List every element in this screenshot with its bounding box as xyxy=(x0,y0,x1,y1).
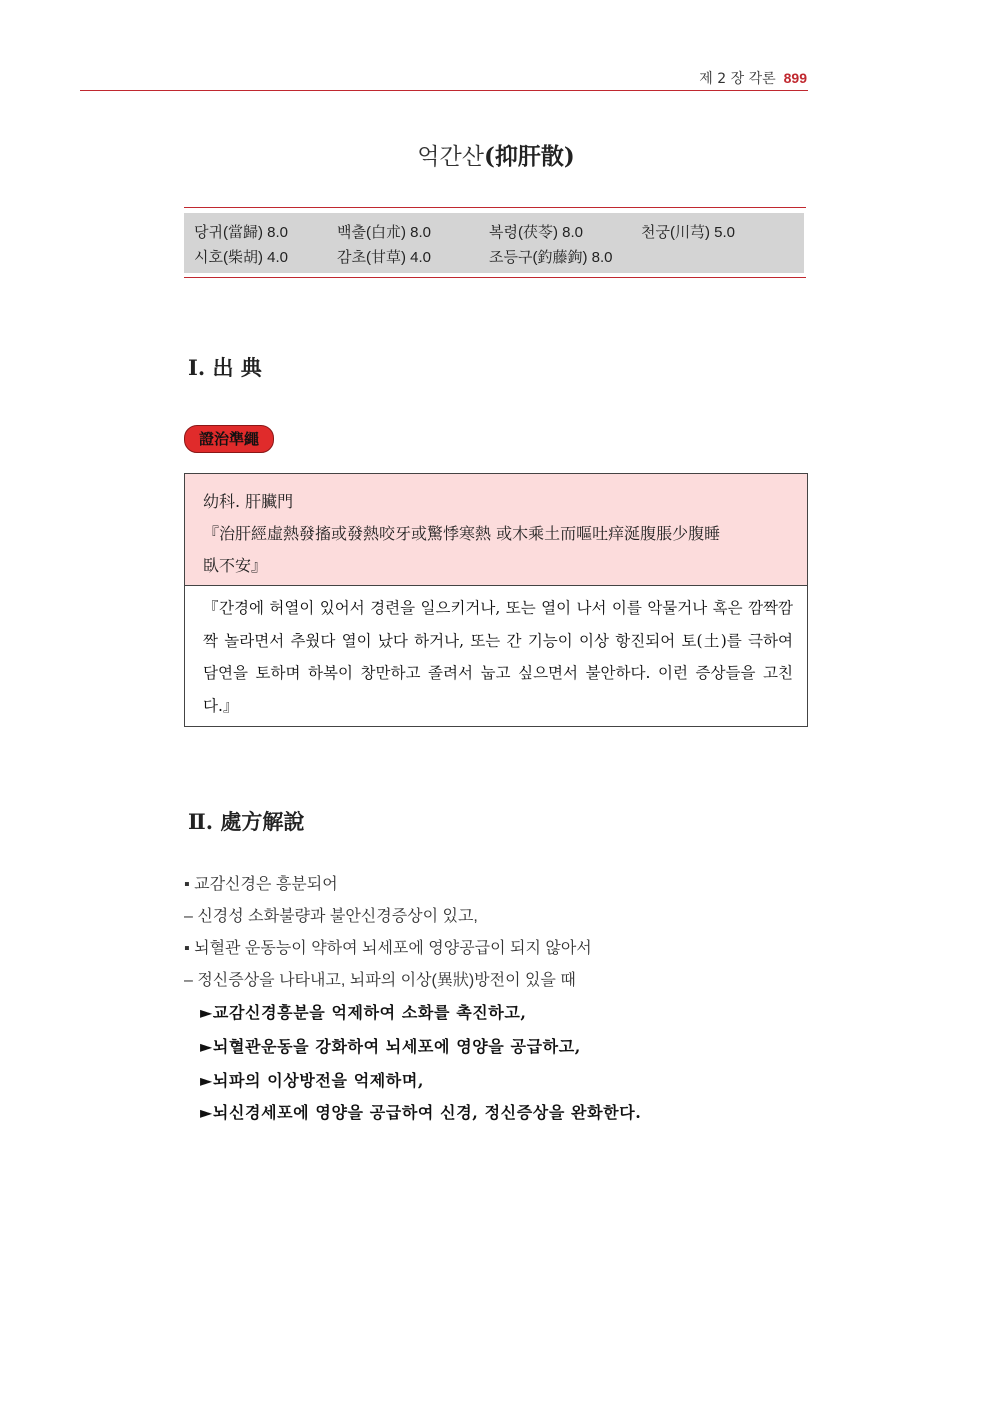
source-translation: 『간경에 허열이 있어서 경련을 일으키거나, 또는 열이 나서 이를 악물거나 혹은 깜짝깜짝 놀라면서 추웠다 열이 났다 하거나, 또는 간 기능이 이상 항진되어 토(土)를 극하여 담연을 토하며 하복이 창만하고 졸려서 눕고 싶으면서 불안하다. 이런 증상들을 고친다.』 xyxy=(203,599,793,715)
header-rule xyxy=(80,90,808,91)
ingredient-item: 감초(甘草) 4.0 xyxy=(337,249,431,266)
ingredient-item: 당귀(當歸) 8.0 xyxy=(194,224,288,241)
explanation-line: ▪ 교감신경은 흥분되어 xyxy=(184,876,338,893)
ingredient-item: 조등구(釣藤鉤) 8.0 xyxy=(489,249,613,266)
explanation-line: ▪ 뇌혈관 운동능이 약하여 뇌세포에 영양공급이 되지 않아서 xyxy=(184,940,592,957)
prescription-title xyxy=(0,138,992,171)
explanation-line: – 정신증상을 나타내고, 뇌파의 이상(異狀)방전이 있을 때 xyxy=(184,972,576,989)
source-line: 『治肝經虛熱發搐或發熱咬牙或驚悸寒熱 或木乘土而嘔吐痒涎腹脹少腹睡 xyxy=(203,524,721,543)
page-number: 899 xyxy=(783,70,807,86)
ingredient-row xyxy=(194,246,641,267)
action-line: ►교감신경흥분을 억제하여 소화를 촉진하고, xyxy=(200,1003,527,1022)
ingredient-rule-bottom xyxy=(184,277,806,278)
section-heading-explanation: Ⅱ. 處方解說 xyxy=(188,809,305,834)
running-header xyxy=(699,68,807,88)
action-line: ►뇌신경세포에 영양을 공급하여 신경, 정신증상을 완화한다. xyxy=(200,1103,642,1122)
explanation-line: – 신경성 소화불량과 불안신경증상이 있고, xyxy=(184,908,478,925)
title-hanja: (抑肝散) xyxy=(483,143,575,170)
ingredient-item: 천궁(川芎) 5.0 xyxy=(641,224,735,241)
title-korean: 억간산 xyxy=(417,144,484,170)
ingredient-box xyxy=(184,213,804,273)
source-line: 臥不安』 xyxy=(203,556,268,575)
source-quote-box xyxy=(184,473,808,727)
ingredient-item: 복령(茯苓) 8.0 xyxy=(489,224,583,241)
ingredient-item: 백출(白朮) 8.0 xyxy=(337,224,431,241)
action-line: ►뇌파의 이상방전을 억제하며, xyxy=(200,1071,425,1090)
ingredient-row xyxy=(194,221,735,242)
ingredient-item: 시호(柴胡) 4.0 xyxy=(194,249,288,266)
ingredient-rule-top xyxy=(184,207,806,208)
source-line: 幼科. 肝臟門 xyxy=(203,492,294,511)
section-heading-source: Ⅰ. 出 典 xyxy=(188,355,262,380)
action-line: ►뇌혈관운동을 강화하여 뇌세포에 영양을 공급하고, xyxy=(200,1037,581,1056)
source-original-text xyxy=(185,474,807,586)
source-badge: 證治準繩 xyxy=(184,425,274,453)
chapter-label: 제 2 장 각론 xyxy=(699,71,776,87)
